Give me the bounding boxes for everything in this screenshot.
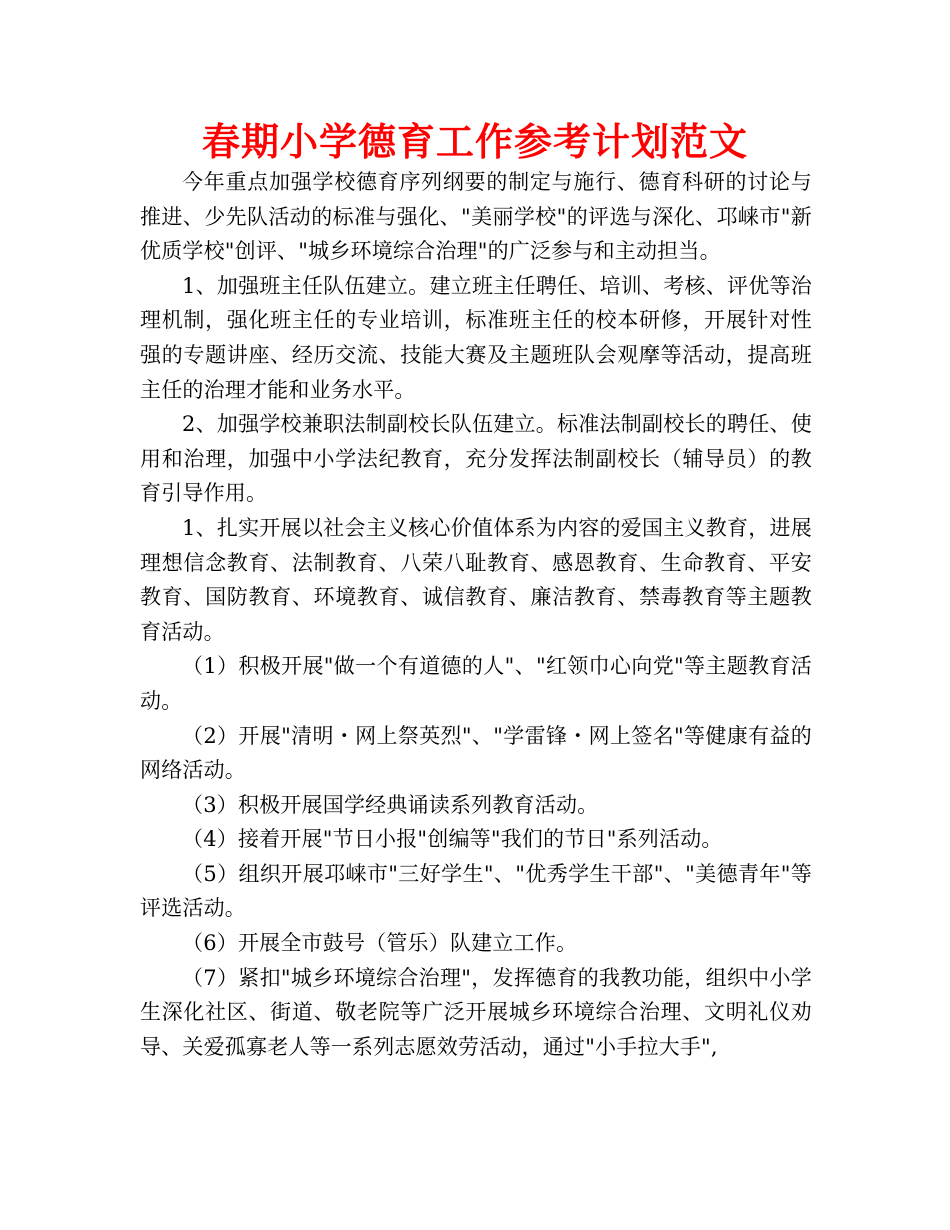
document-title: 春期小学德育工作参考计划范文	[201, 120, 748, 164]
paragraph-subitem-1: （1）积极开展"做一个有道德的人"、"红领巾心向党"等主题教育活动。	[140, 654, 812, 713]
paragraph-subitem-5: （5）组织开展邛崃市"三好学生"、"优秀学生干部"、"美德青年"等评选活动。	[140, 861, 812, 921]
paragraph-subitem-3: （3）积极开展国学经典诵读系列教育活动。	[182, 792, 599, 817]
paragraph-subitem-6: （6）开展全市鼓号（管乐）队建立工作。	[182, 931, 578, 956]
paragraph-subitem-2: （2）开展"清明・网上祭英烈"、"学雷锋・网上签名"等健康有益的网络活动。	[140, 723, 812, 783]
document-body	[140, 165, 812, 1064]
paragraph-item-2-legal: 2、加强学校兼职法制副校长队伍建立。标准法制副校长的聘任、使用和治理，加强中小学法纪教育，充分发挥法制副校长（辅导员）的教育引导作用。	[140, 412, 812, 506]
paragraph-intro: 今年重点加强学校德育序列纲要的制定与施行、德育科研的讨论与推进、少先队活动的标准与强化、"美丽学校"的评选与深化、邛崃市"新优质学校"创评、"城乡环境综合治理"的广泛参与和主动担当。	[140, 170, 812, 264]
paragraph-item-1-patriotism: 1、扎实开展以社会主义核心价值体系为内容的爱国主义教育，进展理想信念教育、法制教育、八荣八耻教育、感恩教育、生命教育、平安教育、国防教育、环境教育、诚信教育、廉洁教育、禁毒教育等主题教育活动。	[140, 515, 812, 644]
paragraph-subitem-7: （7）紧扣"城乡环境综合治理"，发挥德育的我教功能，组织中小学生深化社区、街道、敬老院等广泛开展城乡环境综合治理、文明礼仪劝导、关爱孤寡老人等一系列志愿效劳活动，通过"小手拉大手",	[140, 965, 812, 1059]
paragraph-subitem-4: （4）接着开展"节日小报"创编等"我们的节日"系列活动。	[182, 827, 723, 852]
paragraph-item-1-teachers: 1、加强班主任队伍建立。建立班主任聘任、培训、考核、评优等治理机制，强化班主任的专业培训，标准班主任的校本研修，开展针对性强的专题讲座、经历交流、技能大赛及主题班队会观摩等活动，提高班主任的治理才能和业务水平。	[140, 273, 812, 402]
